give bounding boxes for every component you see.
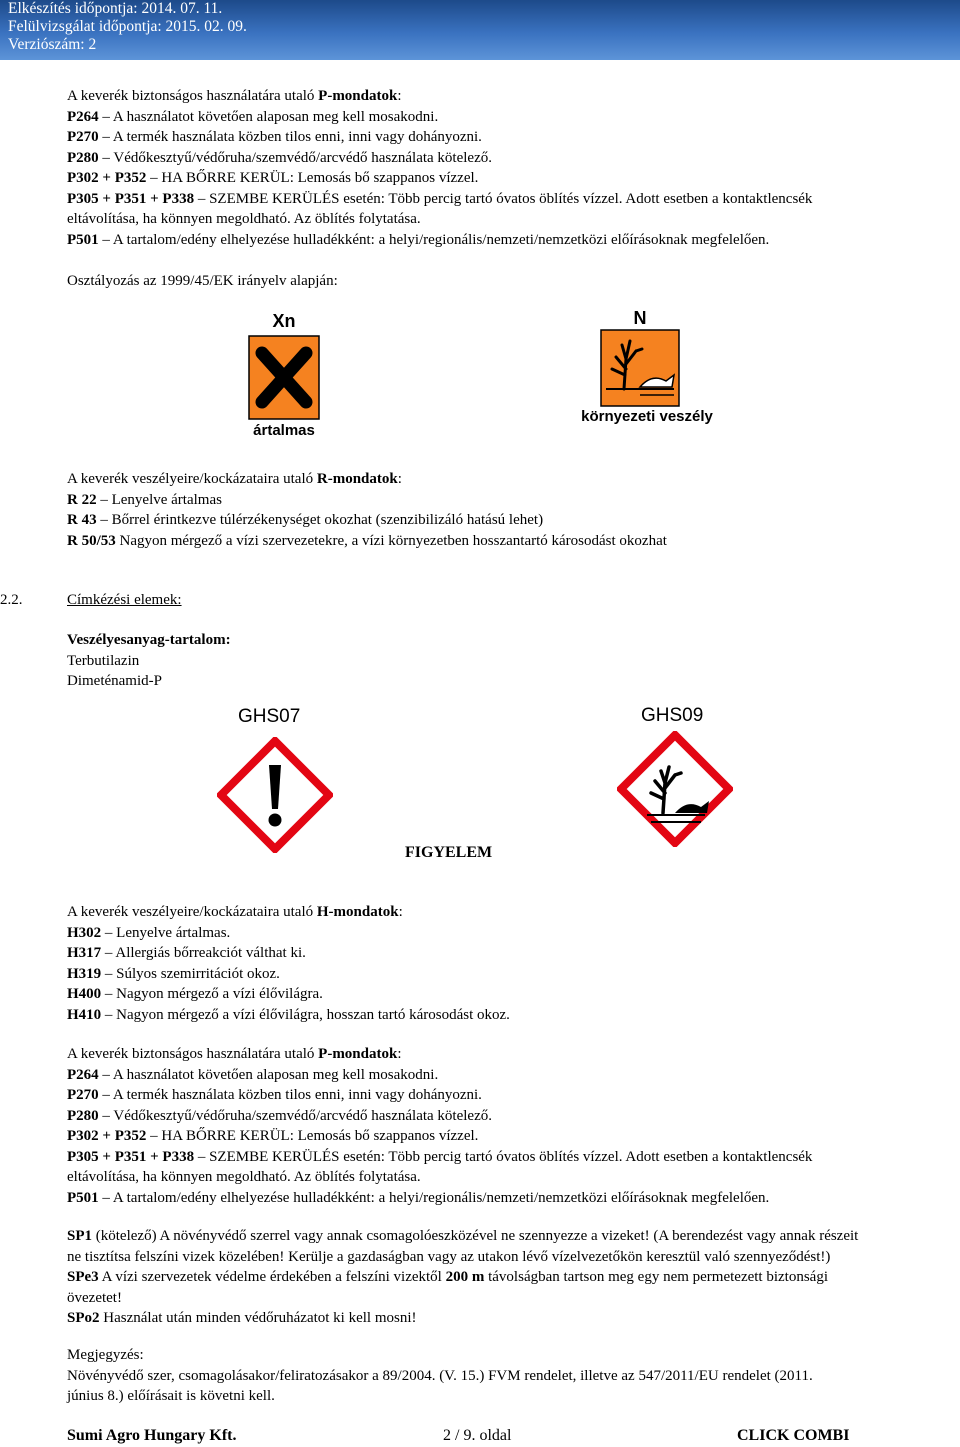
hazard-content-title: Veszélyesanyag-tartalom: — [67, 632, 231, 648]
h-statements-title: A keverék veszélyeire/kockázataira utaló H-mondatok: — [67, 904, 403, 920]
section-number: 2.2. — [0, 592, 23, 608]
statement-row: P305 + P351 + P338 – SZEMBE KERÜLÉS esetén: Több percig tartó óvatos öblítés vízzel. Adott esetben a kontaktlencsék — [67, 1148, 813, 1165]
footer-company: Sumi Agro Hungary Kft. — [67, 1427, 237, 1444]
statement-row: P305 + P351 + P338 – SZEMBE KERÜLÉS esetén: Több percig tartó óvatos öblítés vízzel. Adott esetben a kontaktlencsék — [67, 190, 813, 207]
spe3-statement-continuation: övezetet! — [67, 1289, 122, 1306]
classification-title: Osztályozás az 1999/45/EK irányelv alapján: — [67, 273, 338, 289]
note-title: Megjegyzés: — [67, 1347, 144, 1363]
symbol-caption: környezeti veszély — [581, 408, 713, 425]
ghs09-label: GHS09 — [641, 705, 704, 726]
note-line: Növényvédő szer, csomagolásakor/feliratozásakor a 89/2004. (V. 15.) FVM rendelet, illetve az 547/2011/EU rendelet (2011. — [67, 1367, 813, 1384]
p-statements-block-1 — [67, 86, 947, 250]
statement-row: R 50/53 Nagyon mérgező a vízi szervezetekre, a vízi környezetben hosszantartó károsodást okozhat — [67, 532, 667, 549]
document-header — [8, 0, 247, 54]
statement-row: P302 + P352 – HA BŐRRE KERÜL: Lemosás bő szappanos vízzel. — [67, 1128, 479, 1144]
statement-row: H319 – Súlyos szemirritációt okoz. — [67, 965, 280, 982]
r-statements-block — [67, 469, 947, 551]
xn-hazard-symbol — [246, 310, 322, 439]
substance-item: Dimeténamid-P — [67, 673, 162, 689]
statement-row: P302 + P352 – HA BŐRRE KERÜL: Lemosás bő szappanos vízzel. — [67, 170, 479, 186]
statement-row: P501 – A tartalom/edény elhelyezése hulladékként: a helyi/regionális/nemzeti/nemzetközi előírásoknak megfelelően. — [67, 1189, 770, 1206]
p-statements-title: A keverék biztonságos használatára utaló P-mondatok: — [67, 1046, 402, 1062]
statement-row: P270 – A termék használata közben tilos enni, inni vagy dohányozni. — [67, 1087, 482, 1103]
footer-product: CLICK COMBI — [737, 1427, 850, 1444]
p-statements-title: A keverék biztonságos használatára utaló P-mondatok: — [67, 88, 402, 104]
revision-date: Felülvizsgálat időpontja: 2015. 02. 09. — [8, 18, 247, 35]
section-title: Címkézési elemek: — [67, 592, 182, 608]
note-line: június 8.) előírásait is követni kell. — [67, 1388, 275, 1404]
statement-row: P280 – Védőkesztyű/védőruha/szemvédő/arcvédő használata kötelező. — [67, 1107, 492, 1124]
symbol-caption: ártalmas — [253, 422, 315, 439]
dead-tree-fish-icon — [600, 329, 680, 407]
sp-statements-block — [67, 1226, 960, 1329]
statement-row: P270 – A termék használata közben tilos enni, inni vagy dohányozni. — [67, 129, 482, 145]
statement-row-continuation: eltávolítása, ha könnyen megoldható. Az öblítés folytatása. — [67, 211, 421, 227]
note-block — [67, 1345, 947, 1407]
exclamation-mark-icon — [217, 737, 333, 853]
statement-row: R 43 – Bőrrel érintkezve túlérzékenységet okozhat (szenzibilizáló hatású lehet) — [67, 512, 544, 528]
n-hazard-symbol — [574, 307, 720, 431]
ghs07-label: GHS07 — [238, 706, 301, 727]
footer-page-number: 2 / 9. oldal — [443, 1427, 512, 1444]
statement-row: P501 – A tartalom/edény elhelyezése hulladékként: a helyi/regionális/nemzeti/nemzetközi előírásoknak megfelelően. — [67, 231, 770, 248]
signal-word: FIGYELEM — [405, 844, 493, 861]
statement-row: H410 – Nagyon mérgező a vízi élővilágra, hosszan tartó károsodást okoz. — [67, 1006, 510, 1023]
statement-row-continuation: eltávolítása, ha könnyen megoldható. Az öblítés folytatása. — [67, 1169, 421, 1185]
created-date: Elkészítés időpontja: 2014. 07. 11. — [8, 0, 223, 17]
statement-row: R 22 – Lenyelve ártalmas — [67, 491, 222, 508]
version-number: Verziószám: 2 — [8, 36, 97, 53]
p-statements-block-2 — [67, 1044, 947, 1208]
symbol-code: N — [633, 308, 647, 328]
r-statements-title: A keverék veszélyeire/kockázataira utaló R-mondatok: — [67, 471, 402, 487]
statement-row: H317 – Allergiás bőrreakciót válthat ki. — [67, 945, 306, 961]
environment-icon — [617, 731, 733, 847]
statement-row: P264 – A használatot követően alaposan meg kell mosakodni. — [67, 1066, 439, 1083]
sp1-statement-continuation: ne tisztítsa felszíni vizek közelében! Kerülje a gazdaságban vagy az utakon lévő vízelvezetőkön keresztül való szennyeződést!) — [67, 1248, 831, 1265]
substance-item: Terbutilazin — [67, 652, 140, 669]
sp1-statement: SP1 (kötelező) A növényvédő szerrel vagy annak csomagolóeszközével ne szennyezze a vizeket! (A berendezést vagy annak részeit — [67, 1228, 859, 1244]
harmful-x-icon — [248, 335, 320, 420]
statement-row: H302 – Lenyelve ártalmas. — [67, 924, 231, 941]
h-statements-block — [67, 902, 947, 1025]
spo2-statement: SPo2 Használat után minden védőruházatot ki kell mosni! — [67, 1310, 417, 1326]
statement-row: H400 – Nagyon mérgező a vízi élővilágra. — [67, 986, 323, 1002]
hazard-content-block — [67, 630, 947, 692]
statement-row: P264 – A használatot követően alaposan meg kell mosakodni. — [67, 108, 439, 125]
spe3-statement: SPe3 A vízi szervezetek védelme érdekében a felszíni vizektől 200 m távolságban tartson meg egy nem permetezett biztonsági — [67, 1269, 828, 1285]
symbol-code: Xn — [272, 311, 296, 331]
statement-row: P280 – Védőkesztyű/védőruha/szemvédő/arcvédő használata kötelező. — [67, 149, 492, 166]
